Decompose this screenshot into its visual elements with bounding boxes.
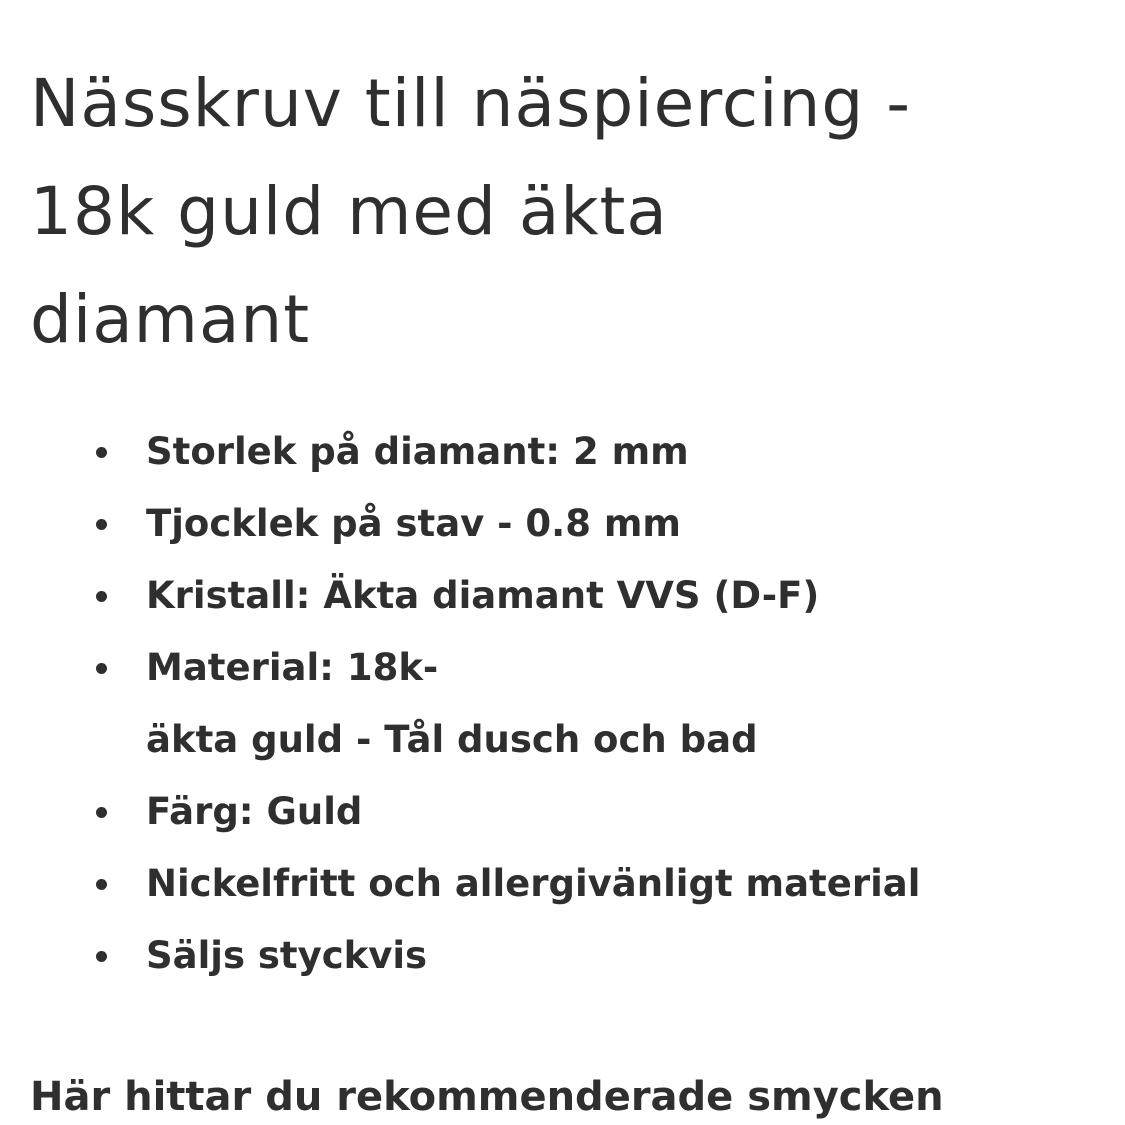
bullet-icon [96, 591, 107, 602]
feature-item [0, 848, 920, 920]
feature-text: Tjocklek på stav - 0.8 mm [146, 502, 681, 545]
bullet-icon [96, 519, 107, 530]
feature-item [0, 632, 920, 776]
product-title-line: 18k guld med äkta [30, 173, 668, 250]
feature-list [0, 416, 920, 992]
feature-text: Kristall: Äkta diamant VVS (D-F) [146, 574, 820, 617]
feature-text: Material: 18k- [146, 646, 439, 689]
bullet-icon [96, 951, 107, 962]
bullet-icon [96, 879, 107, 890]
feature-text: Nickelfritt och allergivänligt material [146, 862, 921, 905]
feature-text: Säljs styckvis [146, 934, 428, 977]
feature-item [0, 488, 920, 560]
feature-text-continued: äkta guld - Tål dusch och bad [146, 718, 758, 761]
feature-text: Storlek på diamant: 2 mm [146, 430, 689, 473]
product-title-line: Nässkruv till näspiercing - [30, 65, 912, 142]
product-title-line: diamant [30, 281, 311, 358]
feature-item [0, 776, 920, 848]
feature-text: Färg: Guld [146, 790, 363, 833]
feature-item [0, 560, 920, 632]
bullet-icon [96, 447, 107, 458]
product-title [30, 50, 1090, 374]
recommendations-heading: Här hittar du rekommenderade smycken [30, 1074, 944, 1120]
feature-item [0, 920, 920, 992]
feature-item [0, 416, 920, 488]
bullet-icon [96, 663, 107, 674]
bullet-icon [96, 807, 107, 818]
